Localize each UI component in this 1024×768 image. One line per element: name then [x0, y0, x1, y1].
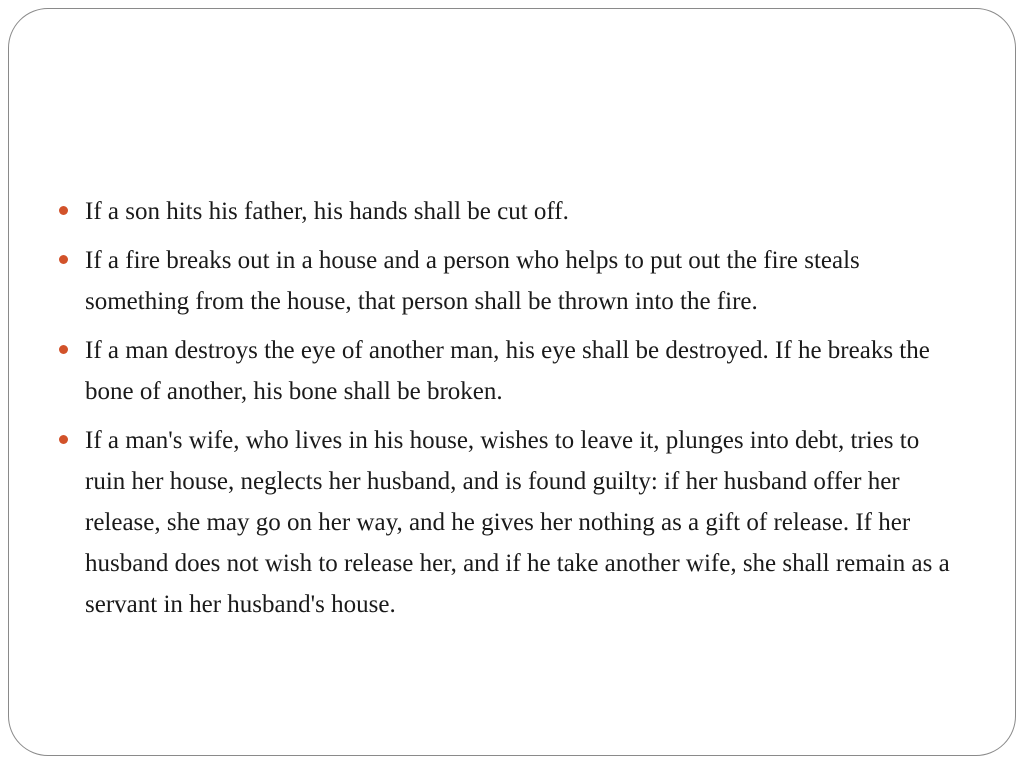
- bullet-text: If a man's wife, who lives in his house, wishes to leave it, plunges into debt, tries to ruin her house, neglects her husband, and is found guilty: if her husband offer her release, she may go on her way, and he gives her nothing as a gift of release. If her husband does not wish to release her, and if he take another wife, she shall remain as a servant in her husband's house.: [85, 427, 950, 618]
- bullet-text: If a fire breaks out in a house and a person who helps to put out the fire steals something from the house, that person shall be thrown into the fire.: [85, 247, 860, 315]
- bullet-dot-icon: [59, 345, 68, 354]
- list-item: [59, 240, 959, 322]
- bullet-dot-icon: [59, 206, 68, 215]
- bullet-dot-icon: [59, 435, 68, 444]
- list-item: [59, 191, 959, 232]
- bullet-text: If a man destroys the eye of another man, his eye shall be destroyed. If he breaks the bone of another, his bone shall be broken.: [85, 337, 930, 405]
- list-item: [59, 420, 959, 625]
- list-item: [59, 330, 959, 412]
- slide-frame: [8, 8, 1016, 756]
- bullet-text: If a son hits his father, his hands shall be cut off.: [85, 198, 569, 225]
- bullet-list: [59, 191, 959, 633]
- bullet-dot-icon: [59, 255, 68, 264]
